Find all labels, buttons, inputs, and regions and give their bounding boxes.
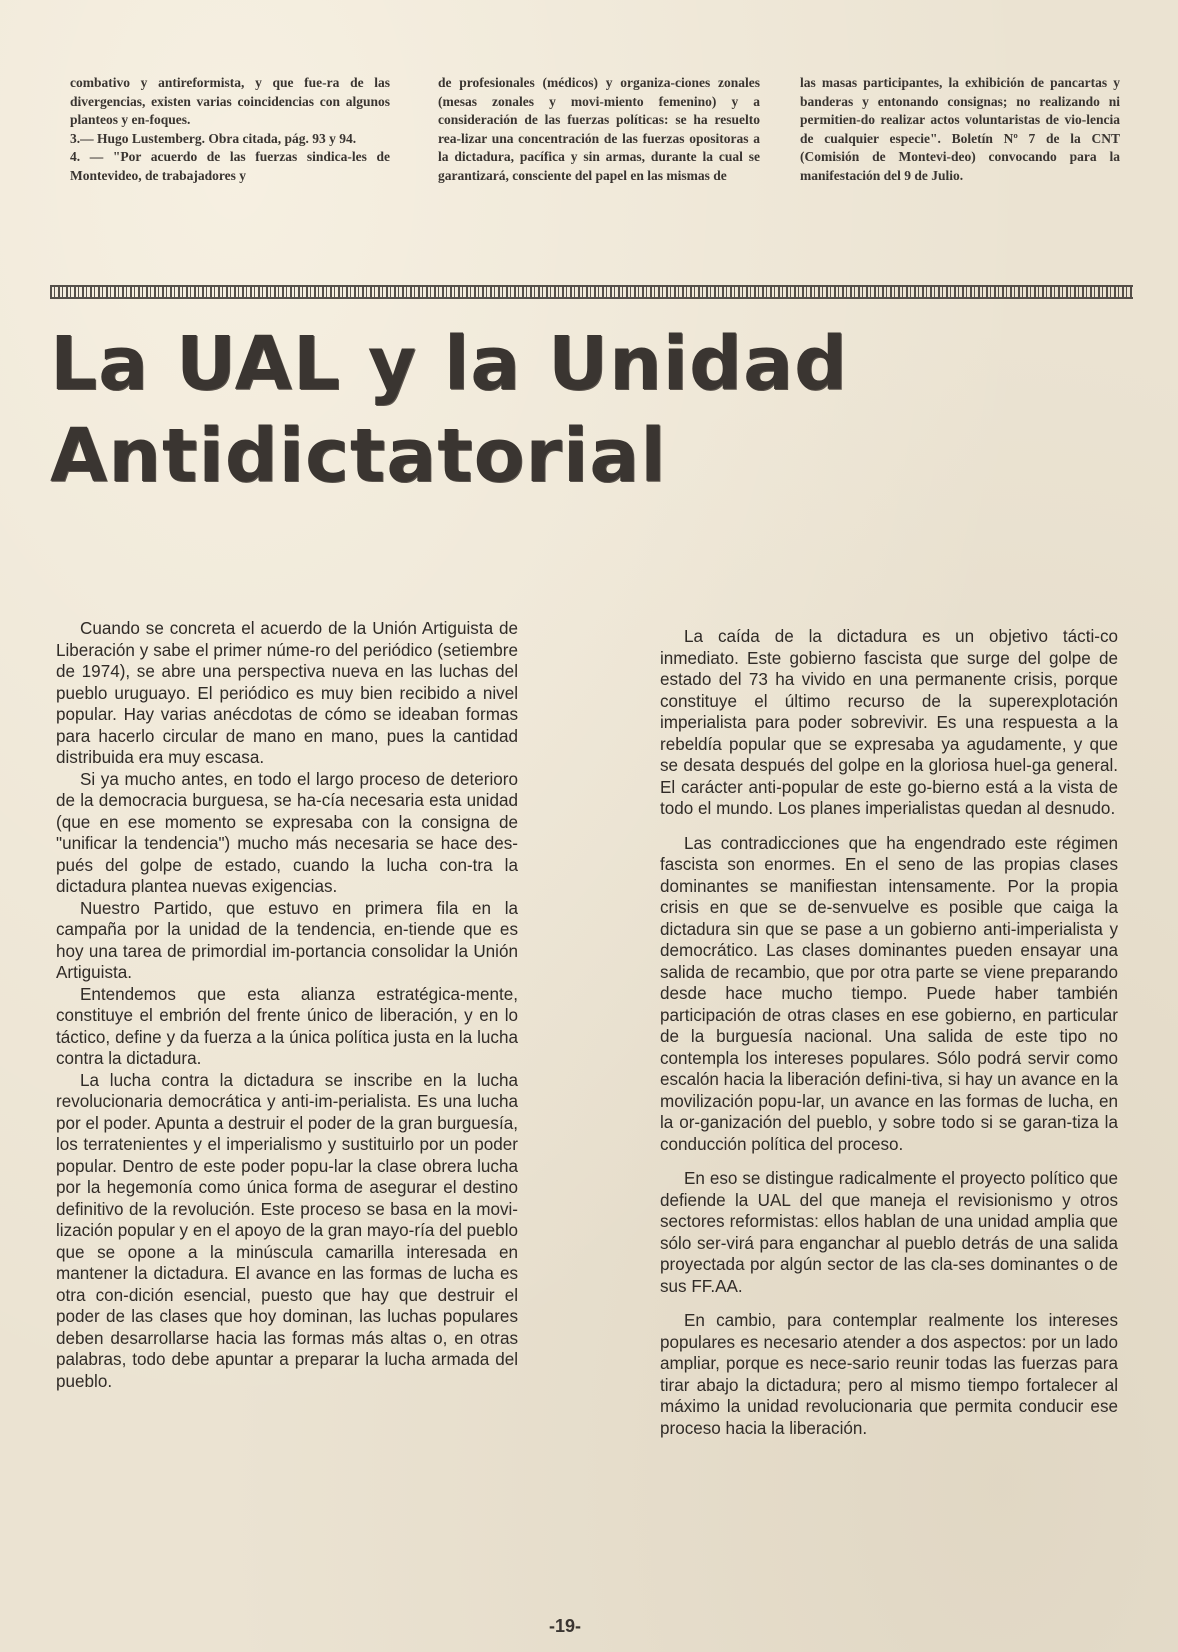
footnote-text: de profesionales (médicos) y organiza-ciones zonales (mesas zonales y movi-miento femenino) y a consideración de las fuerzas políticas: se ha resuelto rea-lizar una concentración de las fuerzas opositoras a la dictadura, pacífica y sin armas, durante la cual se garantizará, consciente del papel en las mismas de xyxy=(438,75,760,183)
paragraph: Las contradicciones que ha engendrado este régimen fascista son enormes. En el seno de las propias clases dominantes se manifiestan intensamente. Por la propia crisis en que se de-senvuelve es posible que caiga la dictadura sin que se pase a un gobierno anti-imperialista y democrático. Las clases dominantes pueden ensayar una salida de recambio, que por otra parte se viene preparando desde hace mucho tiempo. Puede haber también participación de otras clases en ese gobierno, en particular de la burguesía nacional. Una salida de este tipo no contempla los intereses populares. Sólo podrá servir como escalón hacia la liberación defini-tiva, si hay un avance en la movilización popu-lar, un avance en las formas de lucha, en la or-ganización del pueblo, y sobre todo si se garan-tiza la conducción política del proceso. xyxy=(660,833,1119,1154)
paragraph: La lucha contra la dictadura se inscribe en la lucha revolucionaria democrática y anti-im-perialista. Es una lucha por el poder. Apunta a destruir el poder de la gran burguesía, los terratenientes y el imperialismo y sustituirlo por un poder popular. Dentro de este poder popu-lar la clase obrera lucha por la hegemonía como única forma de asegurar el destino definitivo de la revolución. Este proceso se basa en la movi-lización popular y en el apoyo de la gran mayo-ría del pueblo que se opone a la minúscula camarilla interesada en mantener la dictadura. El avance en las formas de lucha es otra con-dición esencial, puesto que hay que destruir el poder de las clases que hoy dominan, las luchas populares deben desarrollarse hacia las formas más altas o, en otras palabras, todo debe apuntar a preparar la lucha armada del pueblo. xyxy=(56,1070,518,1391)
paragraph: Nuestro Partido, que estuvo en primera fila en la campaña por la unidad de la tendencia, en-tiende que es hoy una tarea de primordial im-portancia consolidar la Unión Artiguista. xyxy=(56,898,518,982)
footnote-4: 4. — "Por acuerdo de las fuerzas sindica-les de Montevideo, de trabajadores y xyxy=(70,149,390,183)
body-column-right xyxy=(660,626,1118,1452)
decorative-divider xyxy=(50,285,1133,299)
footnote-3: 3.— Hugo Lustemberg. Obra citada, pág. 93 y 94. xyxy=(70,130,357,146)
headline-line-2: Antidictatorial xyxy=(50,413,667,499)
paragraph: La caída de la dictadura es un objetivo tácti-co inmediato. Este gobierno fascista que surge del golpe de estado del 73 ha vivido en una permanente crisis, porque constituye el último recurso de la superexplotación imperialista para poder sobrevivir. Es una respuesta a la rebeldía popular que se expresaba ya agudamente, y que se desata después del golpe en la gloriosa huel-ga general. El carácter anti-popular de este go-bierno está a la vista de todo el mundo. Los planes imperialistas quedan al desnudo. xyxy=(660,627,1118,818)
paragraph: En cambio, para contemplar realmente los intereses populares es necesario atender a dos aspectos: por un lado ampliar, porque es nece-sario reunir todas las fuerzas para tirar abajo la dictadura; pero al mismo tiempo fortalecer al máximo la unidad revolucionaria que permita conducir ese proceso hacia la liberación. xyxy=(660,1311,1118,1438)
footnote-text: combativo y antireformista, y que fue-ra de las divergencias, existen varias coincidencias con algunos planteos y en-foques. xyxy=(70,75,390,128)
article-headline xyxy=(50,318,848,502)
paragraph: En eso se distingue radicalmente el proyecto político que defiende la UAL del que maneja el revisionismo y otros sectores reformistas: ellos hablan de una unidad amplia que sólo ser-virá para enganchar al pueblo detrás de una salida proyectada por algún sector de las cla-ses dominantes o de sus FF.AA. xyxy=(660,1169,1118,1296)
body-column-left xyxy=(56,618,518,1392)
footnote-column-3 xyxy=(800,74,1120,186)
paragraph: Entendemos que esta alianza estratégica-mente, constituye el embrión del frente único de liberación, y en lo táctico, define y da fuerza a la única política justa en la lucha contra la dictadura. xyxy=(56,984,518,1068)
footnote-text: las masas participantes, la exhibición de pancartas y banderas y entonando consignas; no realizando ni permitien-do realizar actos voluntaristas de vio-lencia de cualquier especie". Boletín Nº 7 de la CNT (Comisión de Montevi-deo) convocando para la manifestación del 9 de Julio. xyxy=(800,75,1120,183)
paragraph: Cuando se concreta el acuerdo de la Unión Artiguista de Liberación y sabe el primer núme-ro del periódico (setiembre de 1974), se abre una perspectiva nueva en las luchas del pueblo uruguayo. El periódico es muy bien recibido a nivel popular. Hay varias anécdotas de cómo se ideaban formas para hacerlo circular de mano en mano, pues la cantidad distribuida era muy escasa. xyxy=(56,619,518,767)
headline-line-1: La UAL y la Unidad xyxy=(50,321,848,407)
page-number: -19- xyxy=(549,1616,582,1636)
paragraph: Si ya mucho antes, en todo el largo proceso de deterioro de la democracia burguesa, se ha-cía necesaria esta unidad (que en ese momento se expresaba con la consigna de "unificar la tendencia") mucho más necesaria se hace des-pués del golpe de estado, cuando la lucha con-tra la dictadura plantea nuevas exigencias. xyxy=(56,769,518,896)
footnote-column-1 xyxy=(70,74,390,186)
footnote-column-2 xyxy=(438,74,760,186)
